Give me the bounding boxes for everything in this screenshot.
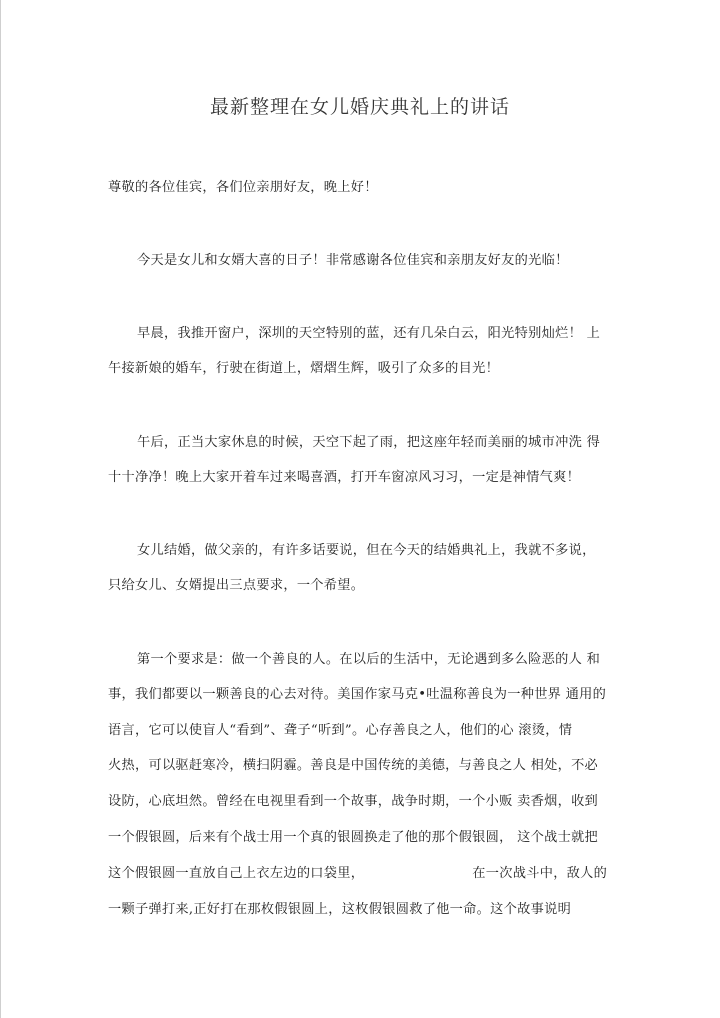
paragraph-2-line-1: 早晨，我推开窗户，深圳的天空特别的蓝，还有几朵白云，阳光特别灿烂！ 上 — [137, 326, 601, 341]
paragraph-5-line-7-part-1: 这个假银圆一直放自己上衣左边的口袋里， — [108, 866, 365, 881]
paragraph-5-line-7 — [108, 862, 607, 881]
paragraph-5-line-2: 事，我们都要以一颗善良的心去对待。美国作家马克•吐温称善良为一种世界 通用的 — [108, 687, 607, 702]
paragraph-2-line-2: 午接新娘的婚车，行驶在街道上，熠熠生辉，吸引了众多的目光！ — [108, 361, 500, 376]
paragraph-5-line-8: 一颗子弹打来,正好打在那枚假银圆上，这枚假银圆救了他一命。这个故事说明 — [108, 902, 572, 917]
paragraph-5-line-3: 语言，它可以使盲人“看到”、聋子“听到”。心存善良之人，他们的心 滚烫，情 — [108, 723, 573, 738]
paragraph-5-line-4: 火热，可以驱赶寒冷，横扫阴霾。善良是中国传统的美德，与善良之人 相处，不必 — [108, 758, 599, 773]
greeting: 尊敬的各位佳宾，各们位亲朋好友，晚上好！ — [108, 180, 378, 195]
paragraph-5-line-5: 设防，心底坦然。曾经在电视里看到一个故事，战争时期，一个小贩 卖香烟，收到 — [108, 794, 599, 809]
page-edge — [0, 0, 1, 1018]
paragraph-1-line-1: 今天是女儿和女婿大喜的日子！非常感谢各位佳宾和亲朋友好友的光临！ — [137, 253, 569, 268]
paragraph-4-line-2: 只给女儿、女婿提出三点要求，一个希望。 — [108, 578, 365, 593]
paragraph-5-line-6: 一个假银圆，后来有个战士用一个真的银圆换走了他的那个假银圆， 这个战士就把 — [108, 830, 599, 845]
paragraph-3-line-1: 午后，正当大家休息的时候，天空下起了雨，把这座年轻而美丽的城市冲洗 得 — [137, 435, 601, 450]
paragraph-5-line-7-part-2: 在一次战斗中，敌人的 — [472, 866, 608, 881]
paragraph-5-line-1: 第一个要求是：做一个善良的人。在以后的生活中，无论遇到多么险恶的人 和 — [137, 652, 601, 667]
document-title: 最新整理在女儿婚庆典礼上的讲话 — [209, 96, 510, 118]
paragraph-3-line-2: 十十净净！晚上大家开着车过来喝喜酒，打开车窗凉风习习，一定是神情气爽！ — [108, 470, 581, 485]
paragraph-4-line-1: 女儿结婚，做父亲的，有许多话要说，但在今天的结婚典礼上，我就不多说， — [137, 543, 596, 558]
